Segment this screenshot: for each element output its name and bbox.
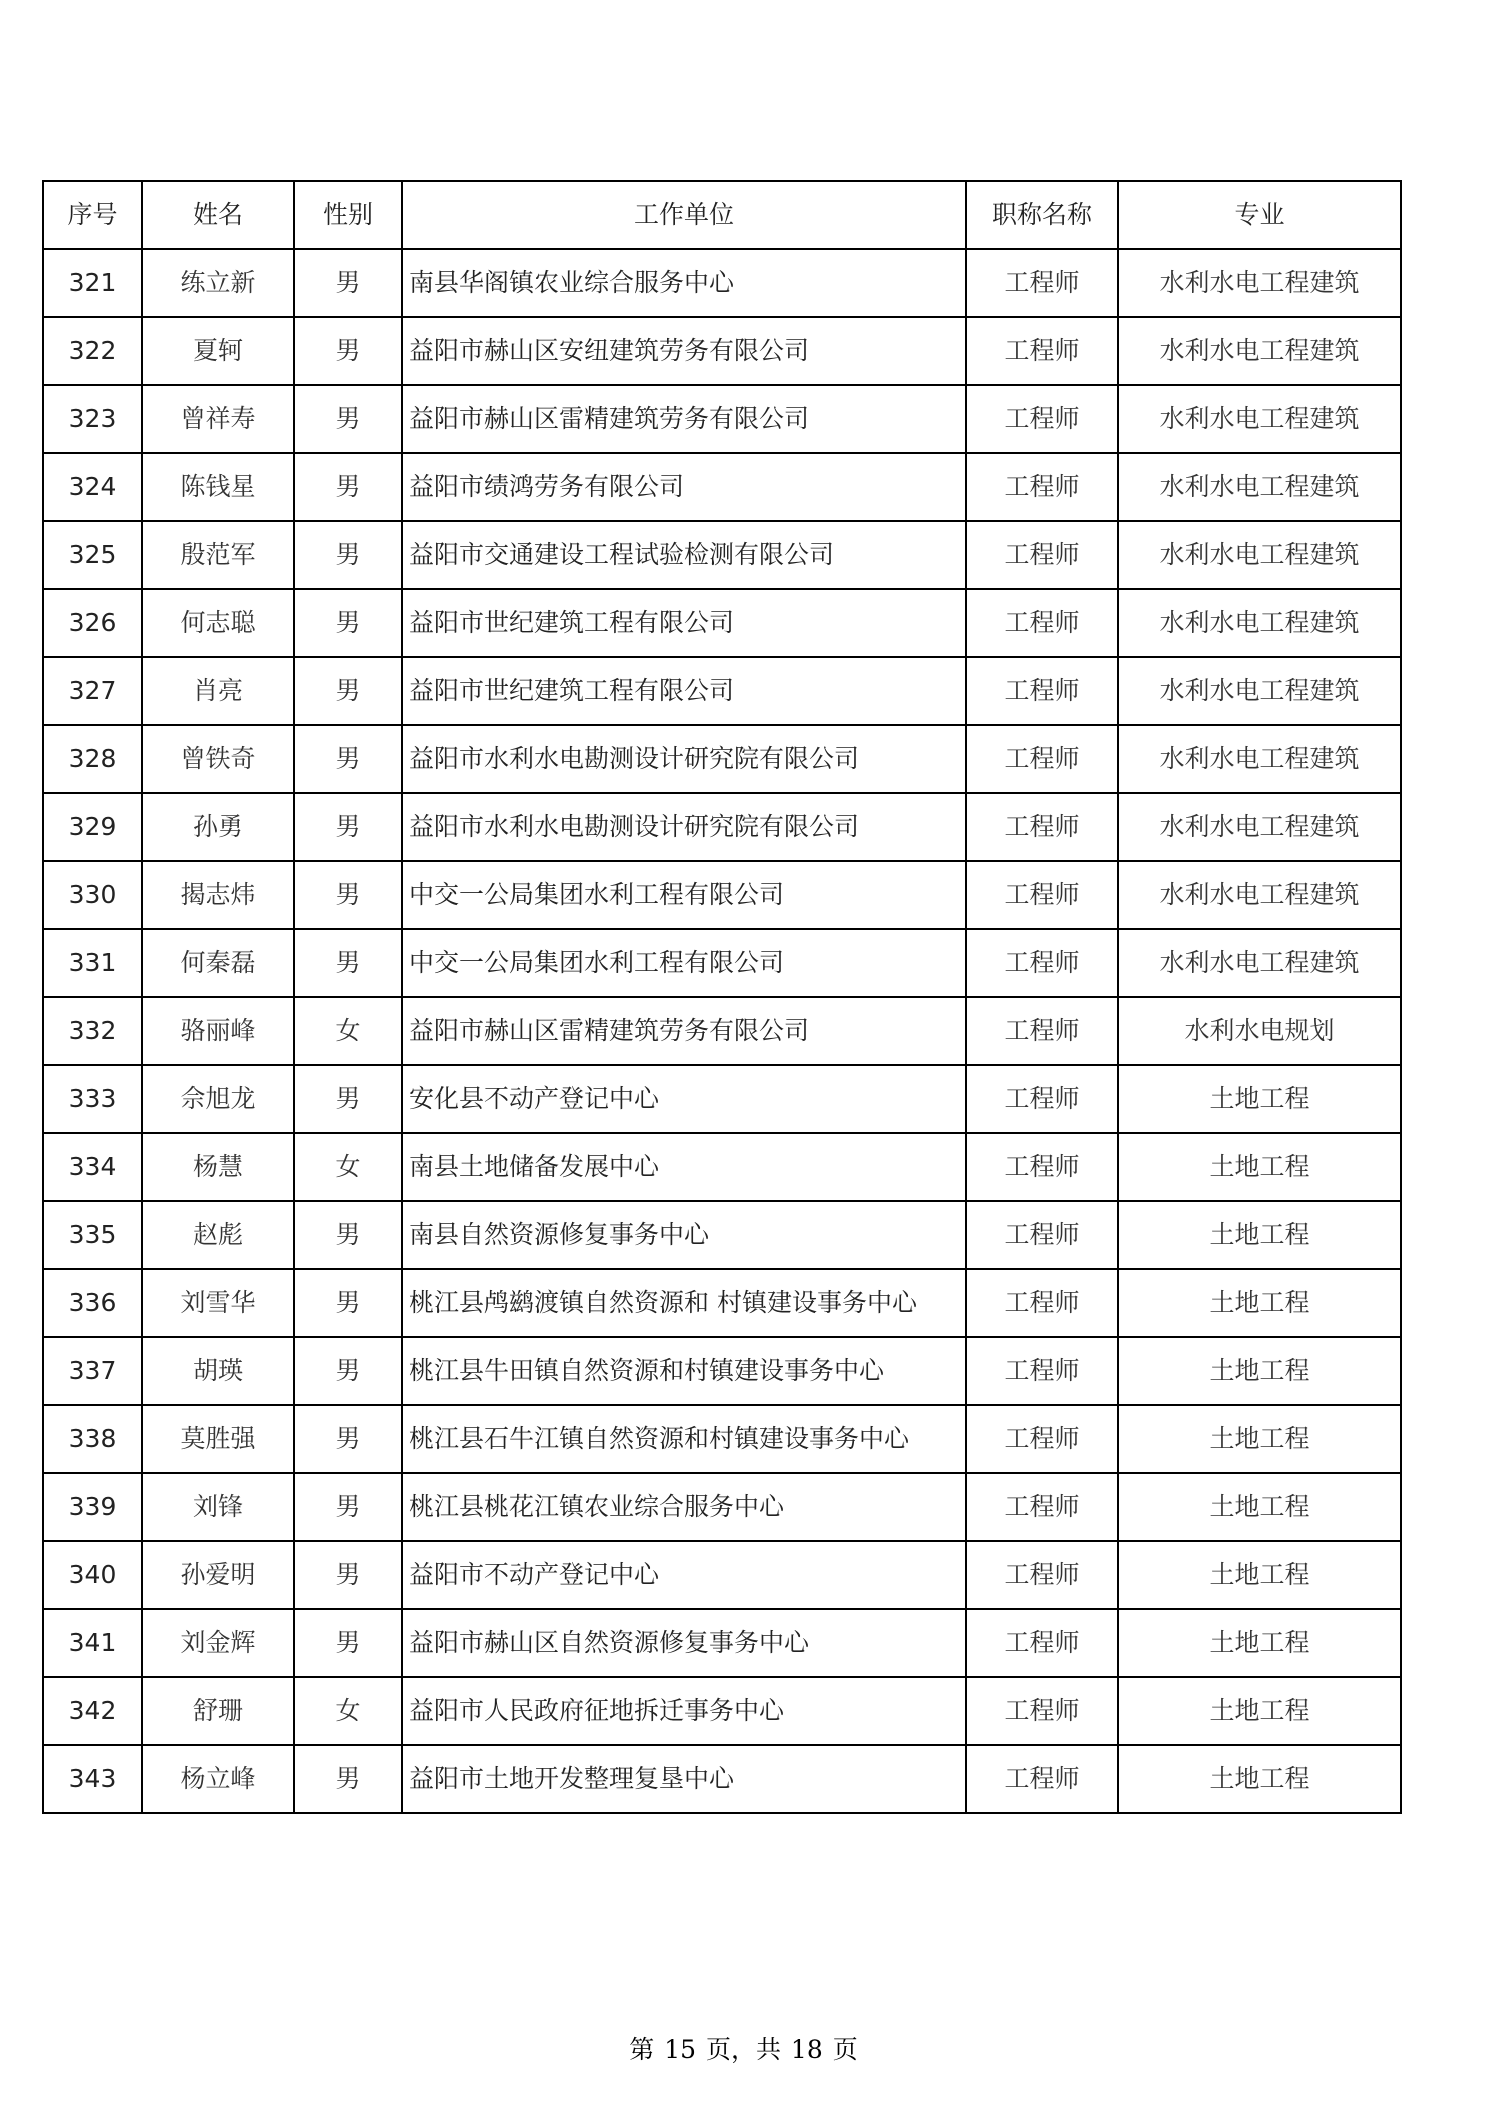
table-row <box>43 453 1401 521</box>
cell-title: 工程师 <box>966 929 1118 997</box>
cell-no: 341 <box>43 1609 142 1677</box>
cell-gender: 男 <box>294 1269 402 1337</box>
table-header-row <box>43 181 1401 249</box>
cell-gender: 男 <box>294 453 402 521</box>
cell-unit: 南县华阁镇农业综合服务中心 <box>402 249 966 317</box>
cell-gender: 男 <box>294 929 402 997</box>
cell-no: 334 <box>43 1133 142 1201</box>
cell-name: 何志聪 <box>142 589 294 657</box>
cell-unit: 益阳市赫山区雷精建筑劳务有限公司 <box>402 385 966 453</box>
cell-name: 夏轲 <box>142 317 294 385</box>
cell-major: 土地工程 <box>1118 1677 1401 1745</box>
cell-no: 332 <box>43 997 142 1065</box>
cell-major: 水利水电工程建筑 <box>1118 249 1401 317</box>
cell-unit: 益阳市赫山区安纽建筑劳务有限公司 <box>402 317 966 385</box>
cell-no: 328 <box>43 725 142 793</box>
cell-title: 工程师 <box>966 1337 1118 1405</box>
cell-major: 土地工程 <box>1118 1405 1401 1473</box>
page-footer: 第 15 页，共 18 页 <box>629 2035 858 2064</box>
cell-title: 工程师 <box>966 453 1118 521</box>
cell-gender: 男 <box>294 1745 402 1813</box>
cell-unit: 益阳市世纪建筑工程有限公司 <box>402 657 966 725</box>
cell-name: 孙勇 <box>142 793 294 861</box>
cell-no: 336 <box>43 1269 142 1337</box>
cell-name: 莫胜强 <box>142 1405 294 1473</box>
cell-name: 练立新 <box>142 249 294 317</box>
cell-title: 工程师 <box>966 249 1118 317</box>
table-row <box>43 1133 1401 1201</box>
cell-no: 335 <box>43 1201 142 1269</box>
cell-unit: 桃江县桃花江镇农业综合服务中心 <box>402 1473 966 1541</box>
cell-gender: 男 <box>294 385 402 453</box>
table-row <box>43 997 1401 1065</box>
cell-major: 土地工程 <box>1118 1609 1401 1677</box>
cell-unit: 益阳市人民政府征地拆迁事务中心 <box>402 1677 966 1745</box>
table-row <box>43 521 1401 589</box>
cell-no: 326 <box>43 589 142 657</box>
table-row <box>43 861 1401 929</box>
cell-name: 骆丽峰 <box>142 997 294 1065</box>
cell-name: 揭志炜 <box>142 861 294 929</box>
cell-no: 340 <box>43 1541 142 1609</box>
table-row <box>43 1473 1401 1541</box>
cell-no: 339 <box>43 1473 142 1541</box>
table-row <box>43 589 1401 657</box>
cell-unit: 益阳市赫山区自然资源修复事务中心 <box>402 1609 966 1677</box>
table-row <box>43 249 1401 317</box>
header-no: 序号 <box>43 181 142 249</box>
table-row <box>43 1745 1401 1813</box>
cell-major: 水利水电工程建筑 <box>1118 725 1401 793</box>
cell-no: 325 <box>43 521 142 589</box>
cell-name: 舒珊 <box>142 1677 294 1745</box>
cell-title: 工程师 <box>966 589 1118 657</box>
cell-major: 土地工程 <box>1118 1201 1401 1269</box>
cell-unit: 桃江县石牛江镇自然资源和村镇建设事务中心 <box>402 1405 966 1473</box>
cell-gender: 男 <box>294 521 402 589</box>
cell-name: 杨慧 <box>142 1133 294 1201</box>
cell-major: 土地工程 <box>1118 1065 1401 1133</box>
table-row <box>43 385 1401 453</box>
cell-name: 肖亮 <box>142 657 294 725</box>
cell-gender: 女 <box>294 1133 402 1201</box>
cell-name: 胡瑛 <box>142 1337 294 1405</box>
cell-unit: 益阳市水利水电勘测设计研究院有限公司 <box>402 725 966 793</box>
cell-title: 工程师 <box>966 1405 1118 1473</box>
cell-name: 何秦磊 <box>142 929 294 997</box>
roster-table <box>42 180 1402 1814</box>
cell-gender: 男 <box>294 1201 402 1269</box>
cell-no: 337 <box>43 1337 142 1405</box>
cell-title: 工程师 <box>966 1677 1118 1745</box>
cell-unit: 南县自然资源修复事务中心 <box>402 1201 966 1269</box>
cell-no: 329 <box>43 793 142 861</box>
cell-major: 水利水电工程建筑 <box>1118 793 1401 861</box>
cell-title: 工程师 <box>966 725 1118 793</box>
cell-no: 342 <box>43 1677 142 1745</box>
table-row <box>43 793 1401 861</box>
table-row <box>43 1337 1401 1405</box>
cell-major: 水利水电工程建筑 <box>1118 929 1401 997</box>
cell-no: 330 <box>43 861 142 929</box>
table-row <box>43 317 1401 385</box>
cell-unit: 桃江县牛田镇自然资源和村镇建设事务中心 <box>402 1337 966 1405</box>
table-row <box>43 1609 1401 1677</box>
cell-unit: 益阳市交通建设工程试验检测有限公司 <box>402 521 966 589</box>
table-row <box>43 1201 1401 1269</box>
cell-no: 323 <box>43 385 142 453</box>
cell-title: 工程师 <box>966 385 1118 453</box>
cell-unit: 中交一公局集团水利工程有限公司 <box>402 929 966 997</box>
cell-gender: 女 <box>294 1677 402 1745</box>
cell-name: 殷范军 <box>142 521 294 589</box>
cell-gender: 男 <box>294 793 402 861</box>
cell-title: 工程师 <box>966 657 1118 725</box>
cell-name: 陈钱星 <box>142 453 294 521</box>
cell-title: 工程师 <box>966 1609 1118 1677</box>
table-row <box>43 929 1401 997</box>
cell-gender: 男 <box>294 725 402 793</box>
cell-unit: 安化县不动产登记中心 <box>402 1065 966 1133</box>
table-row <box>43 1541 1401 1609</box>
table-row <box>43 1269 1401 1337</box>
cell-unit: 益阳市不动产登记中心 <box>402 1541 966 1609</box>
cell-unit: 益阳市世纪建筑工程有限公司 <box>402 589 966 657</box>
table-row <box>43 1065 1401 1133</box>
header-unit: 工作单位 <box>402 181 966 249</box>
cell-gender: 男 <box>294 861 402 929</box>
cell-title: 工程师 <box>966 1065 1118 1133</box>
cell-name: 刘金辉 <box>142 1609 294 1677</box>
cell-major: 水利水电规划 <box>1118 997 1401 1065</box>
cell-unit: 南县土地储备发展中心 <box>402 1133 966 1201</box>
cell-major: 土地工程 <box>1118 1269 1401 1337</box>
cell-unit: 益阳市土地开发整理复垦中心 <box>402 1745 966 1813</box>
cell-no: 331 <box>43 929 142 997</box>
cell-no: 327 <box>43 657 142 725</box>
cell-major: 水利水电工程建筑 <box>1118 589 1401 657</box>
cell-no: 322 <box>43 317 142 385</box>
cell-title: 工程师 <box>966 793 1118 861</box>
cell-title: 工程师 <box>966 1745 1118 1813</box>
cell-title: 工程师 <box>966 1541 1118 1609</box>
cell-major: 水利水电工程建筑 <box>1118 317 1401 385</box>
table-row <box>43 1677 1401 1745</box>
cell-major: 水利水电工程建筑 <box>1118 657 1401 725</box>
cell-title: 工程师 <box>966 317 1118 385</box>
cell-major: 土地工程 <box>1118 1745 1401 1813</box>
cell-gender: 男 <box>294 657 402 725</box>
cell-name: 曾铁奇 <box>142 725 294 793</box>
cell-unit: 桃江县鸬鹚渡镇自然资源和 村镇建设事务中心 <box>402 1269 966 1337</box>
cell-gender: 男 <box>294 589 402 657</box>
cell-title: 工程师 <box>966 1269 1118 1337</box>
cell-name: 曾祥寿 <box>142 385 294 453</box>
cell-major: 水利水电工程建筑 <box>1118 453 1401 521</box>
cell-unit: 益阳市赫山区雷精建筑劳务有限公司 <box>402 997 966 1065</box>
cell-title: 工程师 <box>966 997 1118 1065</box>
cell-gender: 女 <box>294 997 402 1065</box>
header-name: 姓名 <box>142 181 294 249</box>
cell-major: 水利水电工程建筑 <box>1118 385 1401 453</box>
cell-title: 工程师 <box>966 1201 1118 1269</box>
header-title: 职称名称 <box>966 181 1118 249</box>
cell-gender: 男 <box>294 1541 402 1609</box>
cell-unit: 中交一公局集团水利工程有限公司 <box>402 861 966 929</box>
cell-gender: 男 <box>294 317 402 385</box>
table-row <box>43 657 1401 725</box>
cell-name: 刘雪华 <box>142 1269 294 1337</box>
cell-major: 土地工程 <box>1118 1337 1401 1405</box>
cell-unit: 益阳市水利水电勘测设计研究院有限公司 <box>402 793 966 861</box>
cell-gender: 男 <box>294 1337 402 1405</box>
cell-title: 工程师 <box>966 521 1118 589</box>
cell-name: 赵彪 <box>142 1201 294 1269</box>
cell-major: 水利水电工程建筑 <box>1118 521 1401 589</box>
table-row <box>43 725 1401 793</box>
cell-unit: 益阳市绩鸿劳务有限公司 <box>402 453 966 521</box>
cell-gender: 男 <box>294 249 402 317</box>
roster-body <box>43 249 1401 1813</box>
cell-no: 343 <box>43 1745 142 1813</box>
cell-name: 杨立峰 <box>142 1745 294 1813</box>
cell-no: 338 <box>43 1405 142 1473</box>
cell-no: 333 <box>43 1065 142 1133</box>
cell-title: 工程师 <box>966 1133 1118 1201</box>
cell-major: 土地工程 <box>1118 1541 1401 1609</box>
table-row <box>43 1405 1401 1473</box>
cell-gender: 男 <box>294 1609 402 1677</box>
cell-name: 佘旭龙 <box>142 1065 294 1133</box>
cell-title: 工程师 <box>966 861 1118 929</box>
cell-no: 321 <box>43 249 142 317</box>
cell-major: 水利水电工程建筑 <box>1118 861 1401 929</box>
cell-gender: 男 <box>294 1405 402 1473</box>
cell-name: 孙爱明 <box>142 1541 294 1609</box>
cell-gender: 男 <box>294 1065 402 1133</box>
cell-title: 工程师 <box>966 1473 1118 1541</box>
header-major: 专业 <box>1118 181 1401 249</box>
cell-name: 刘锋 <box>142 1473 294 1541</box>
header-gender: 性别 <box>294 181 402 249</box>
cell-no: 324 <box>43 453 142 521</box>
cell-major: 土地工程 <box>1118 1473 1401 1541</box>
cell-major: 土地工程 <box>1118 1133 1401 1201</box>
cell-gender: 男 <box>294 1473 402 1541</box>
